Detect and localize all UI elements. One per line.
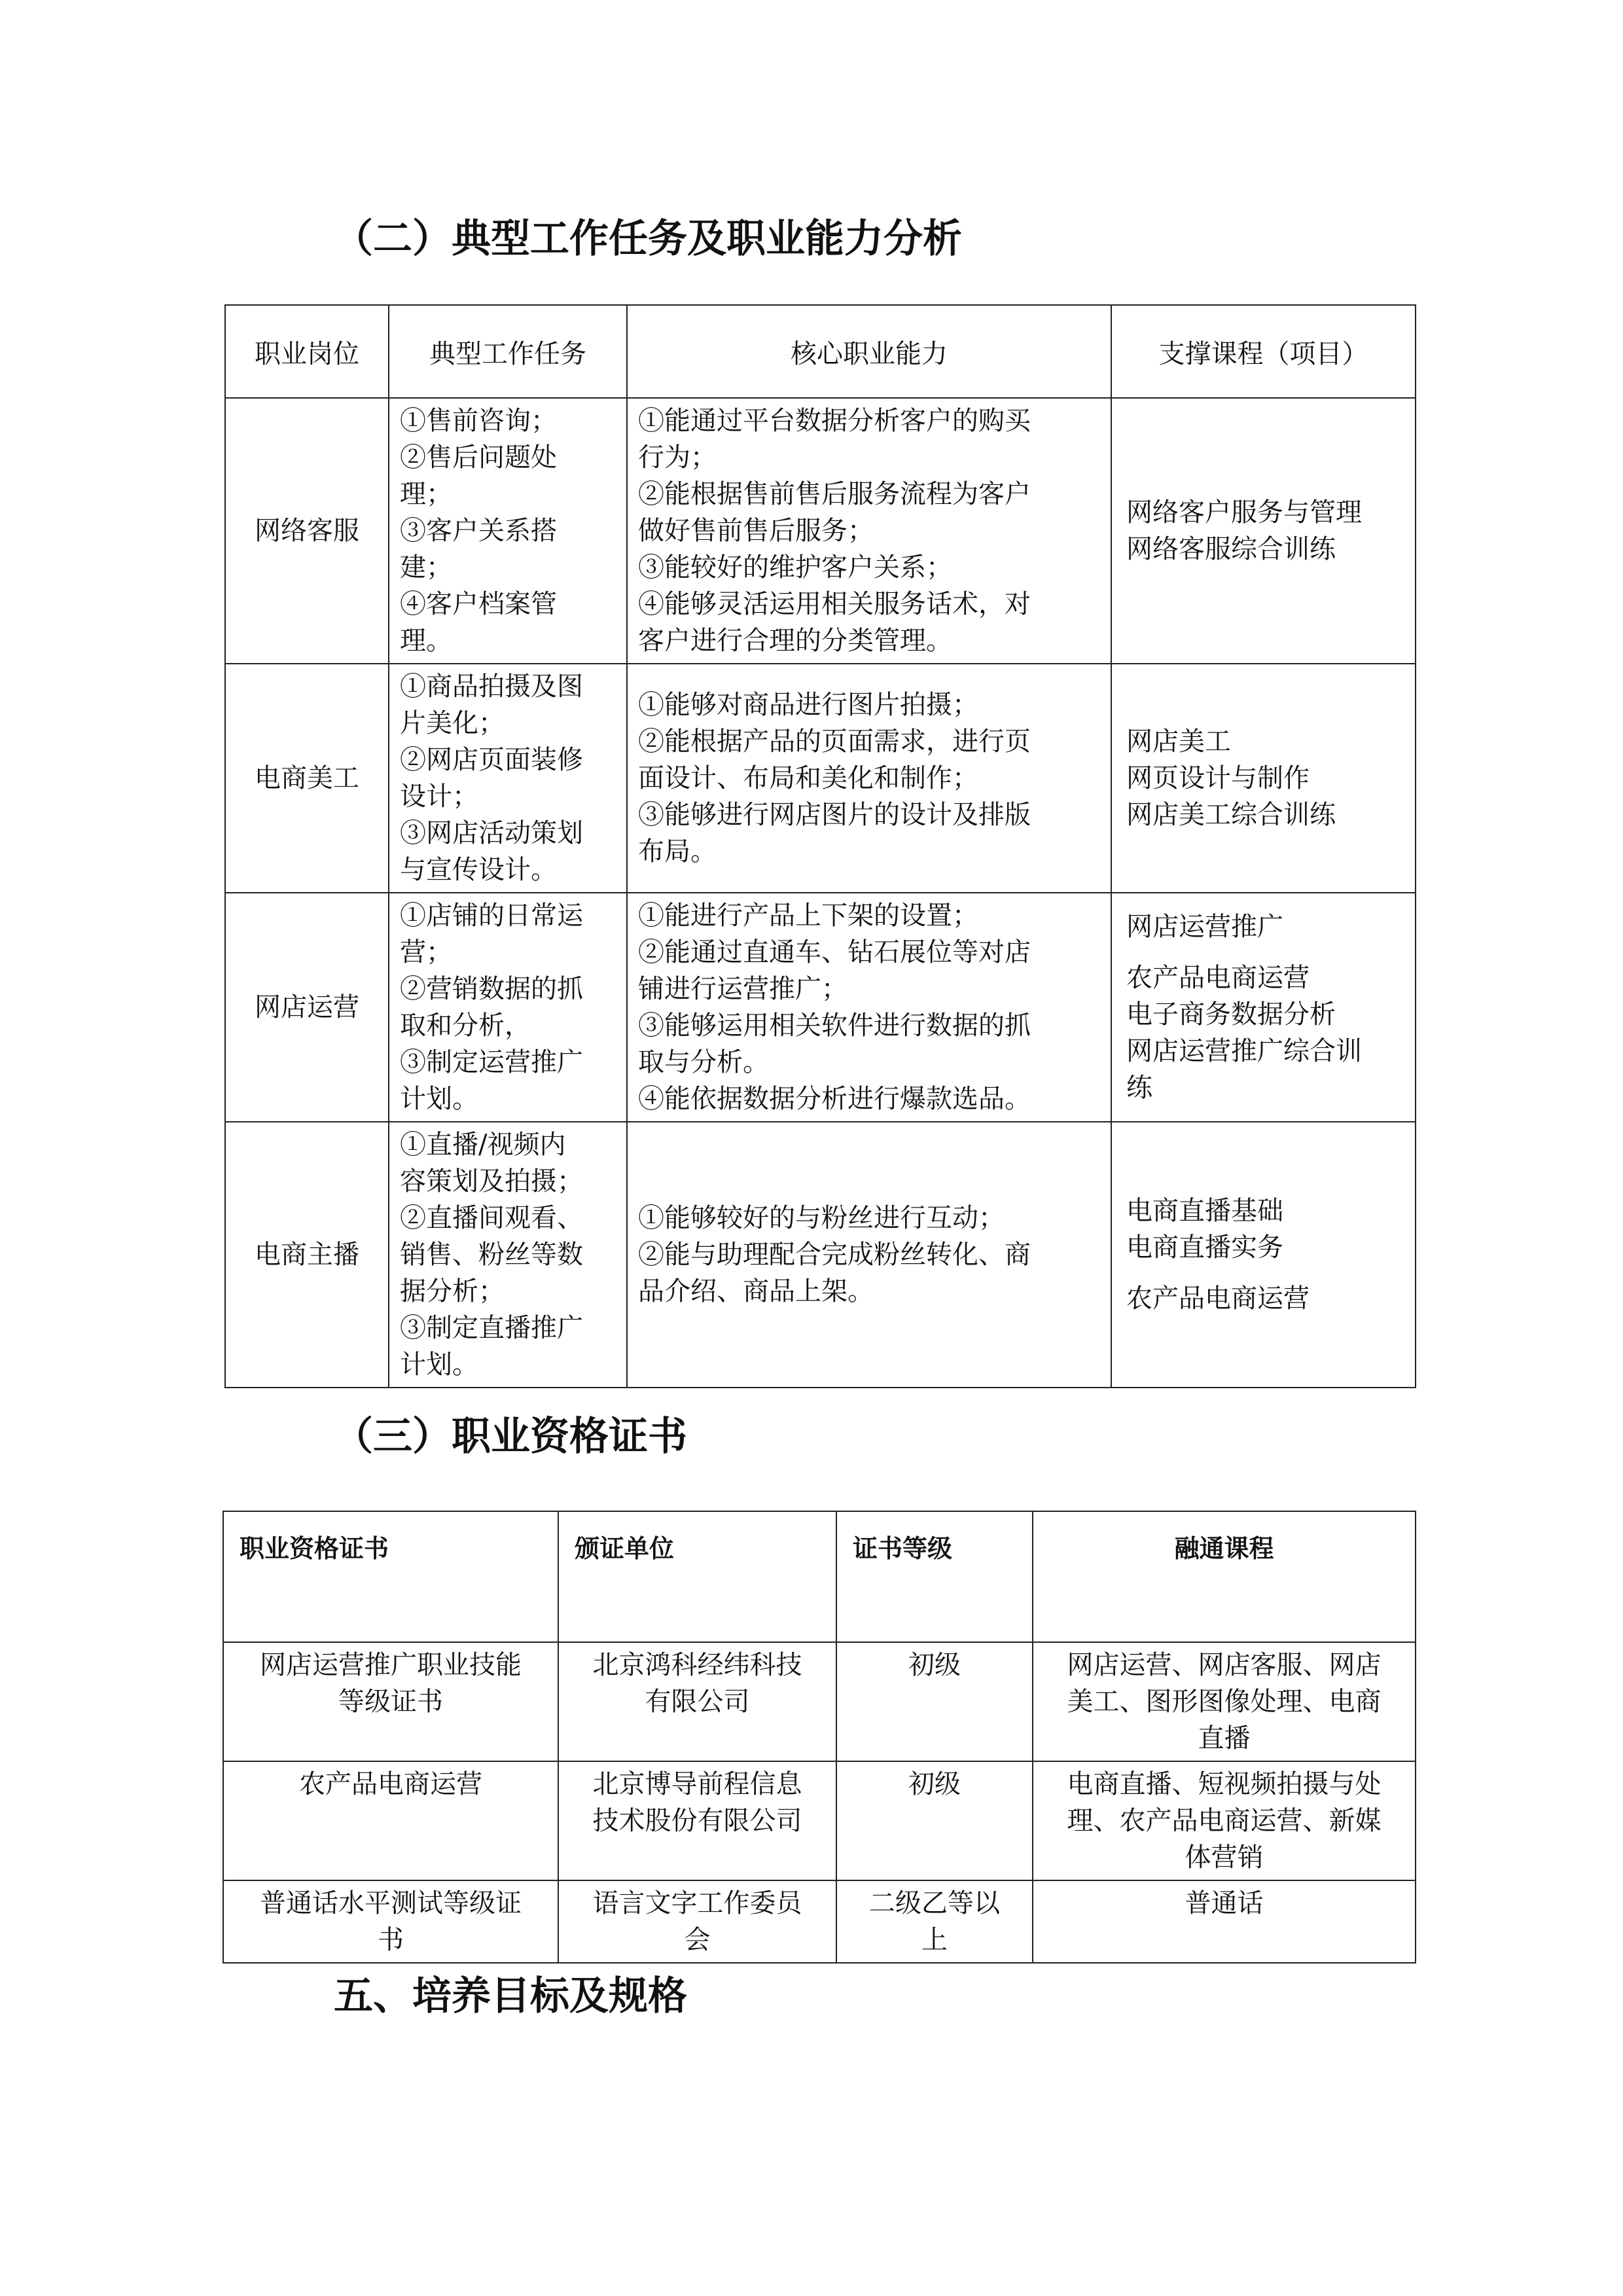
role-cell: 电商主播 xyxy=(225,1122,389,1388)
task-analysis-table xyxy=(224,304,1416,1388)
table-row xyxy=(223,1880,1416,1963)
table-row xyxy=(225,1122,1416,1388)
column-header: 证书等级 xyxy=(836,1511,1033,1642)
issuer-cell: 北京博导前程信息 技术股份有限公司 xyxy=(558,1761,836,1880)
column-header: 核心职业能力 xyxy=(627,305,1111,398)
section-heading-certificates: （三）职业资格证书 xyxy=(334,1414,687,1460)
abilities-cell: ①能够较好的与粉丝进行互动； ②能与助理配合完成粉丝转化、商 品介绍、商品上架。 xyxy=(627,1122,1111,1388)
column-header: 支撑课程（项目） xyxy=(1111,305,1416,398)
abilities-cell: ①能通过平台数据分析客户的购买 行为； ②能根据售前售后服务流程为客户 做好售前售后服务； ③能较好的维护客户关系； ④能够灵活运用相关服务话术，对 客户进行合理的分类管理。 xyxy=(627,398,1111,664)
column-header: 职业资格证书 xyxy=(223,1511,558,1642)
column-header: 职业岗位 xyxy=(225,305,389,398)
role-cell: 网络客服 xyxy=(225,398,389,664)
courses-cell xyxy=(1111,1122,1416,1388)
section-heading-tasks: （二）典型工作任务及职业能力分析 xyxy=(334,216,962,262)
level-cell: 初级 xyxy=(836,1642,1033,1761)
table-header-row xyxy=(223,1511,1416,1642)
tasks-cell: ①售前咨询； ②售后问题处 理； ③客户关系搭 建； ④客户档案管 理。 xyxy=(389,398,627,664)
table-row xyxy=(223,1761,1416,1880)
role-cell: 电商美工 xyxy=(225,664,389,893)
courses-cell: 普通话 xyxy=(1033,1880,1416,1963)
certificate-cell: 农产品电商运营 xyxy=(223,1761,558,1880)
table-row xyxy=(225,398,1416,664)
courses-cell xyxy=(1111,664,1416,893)
course-list-extra: 农产品电商运营 xyxy=(1126,1283,1310,1314)
courses-cell xyxy=(1111,398,1416,664)
course-list: 电商直播基础 电商直播实务 xyxy=(1126,1196,1283,1263)
issuer-cell: 语言文字工作委员 会 xyxy=(558,1880,836,1963)
column-header: 融通课程 xyxy=(1033,1511,1416,1642)
table-row xyxy=(223,1642,1416,1761)
certificates-table xyxy=(223,1511,1416,1964)
tasks-cell: ①店铺的日常运 营； ②营销数据的抓 取和分析， ③制定运营推广 计划。 xyxy=(389,893,627,1122)
course-list-extra: 农产品电商运营 电子商务数据分析 网店运营推广综合训 练 xyxy=(1126,963,1362,1103)
course-list: 网店运营推广 xyxy=(1126,912,1283,942)
course-list: 网店美工 网页设计与制作 网店美工综合训练 xyxy=(1126,726,1336,830)
courses-cell: 电商直播、短视频拍摄与处 理、农产品电商运营、新媒 体营销 xyxy=(1033,1761,1416,1880)
column-header: 典型工作任务 xyxy=(389,305,627,398)
table-row xyxy=(225,893,1416,1122)
courses-cell: 网店运营、网店客服、网店 美工、图形图像处理、电商 直播 xyxy=(1033,1642,1416,1761)
tasks-cell: ①直播/视频内 容策划及拍摄； ②直播间观看、 销售、粉丝等数 据分析； ③制定直播推广 计划。 xyxy=(389,1122,627,1388)
certificate-cell: 普通话水平测试等级证 书 xyxy=(223,1880,558,1963)
issuer-cell: 北京鸿科经纬科技 有限公司 xyxy=(558,1642,836,1761)
abilities-cell: ①能进行产品上下架的设置； ②能通过直通车、钻石展位等对店 铺进行运营推广； ③能够运用相关软件进行数据的抓 取与分析。 ④能依据数据分析进行爆款选品。 xyxy=(627,893,1111,1122)
level-cell: 二级乙等以 上 xyxy=(836,1880,1033,1963)
role-cell: 网店运营 xyxy=(225,893,389,1122)
tasks-cell: ①商品拍摄及图 片美化； ②网店页面装修 设计； ③网店活动策划 与宣传设计。 xyxy=(389,664,627,893)
course-list: 网络客户服务与管理 网络客服综合训练 xyxy=(1126,497,1362,564)
table-header-row xyxy=(225,305,1416,398)
abilities-cell: ①能够对商品进行图片拍摄； ②能根据产品的页面需求，进行页 面设计、布局和美化和制作； ③能够进行网店图片的设计及排版 布局。 xyxy=(627,664,1111,893)
level-cell: 初级 xyxy=(836,1761,1033,1880)
table-row xyxy=(225,664,1416,893)
courses-cell xyxy=(1111,893,1416,1122)
section-heading-goals: 五、培养目标及规格 xyxy=(334,1973,687,2019)
column-header: 颁证单位 xyxy=(558,1511,836,1642)
certificate-cell: 网店运营推广职业技能 等级证书 xyxy=(223,1642,558,1761)
